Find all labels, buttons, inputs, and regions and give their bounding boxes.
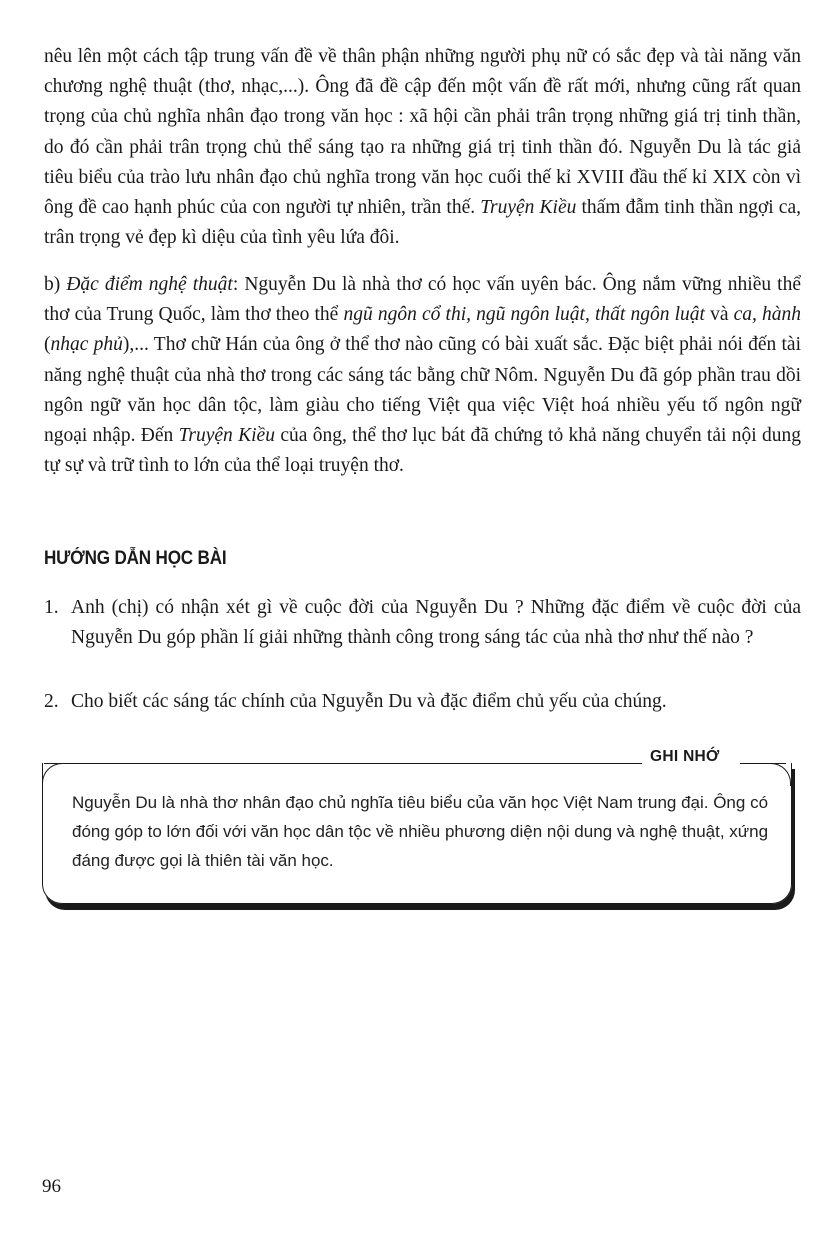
paragraph-2-part2: Thơ chữ Hán của ông ở thể thơ nào cũng có bài xuất sắc. Đặc biệt phải nói đến tài năng nghệ thuật của nhà thơ trong các sáng tác bằng chữ Nôm. Nguyễn Du đã góp phần trau dồi ngôn ngữ văn học dân tộc, làm giàu cho tiếng Việt qua việc Việt hoá nhiều yếu tố ngôn ngữ ngoại nhập. Đến [44, 334, 801, 447]
paragraph-2-form2: ca, hành [733, 304, 802, 326]
paragraph-2-title: Truyện Kiều [178, 425, 275, 447]
page-number: 96 [42, 1176, 61, 1197]
question-2-number: 2. [44, 691, 59, 712]
question-2-text: Cho biết các sáng tác chính của Nguyễn Du và đặc điểm chủ yếu của chúng. [71, 691, 667, 712]
paragraph-2-and: và [710, 304, 729, 326]
question-1 [44, 593, 801, 653]
paragraph-2-part3: của ông, thể thơ lục bát đã chứng tỏ khả năng chuyển tải nội dung tự sự và trữ tình to lớn của thể loại truyện thơ. [44, 425, 802, 477]
body-paragraph-2: b) Đặc điểm nghệ thuật: Nguyễn Du là nhà thơ có học vấn uyên bác. Ông nắm vững nhiều thể thơ của Trung Quốc, làm thơ theo thể ngũ ngôn cổ thi, ngũ ngôn luật, thất ngôn luật và ca, hành (nhạc phủ),... Thơ chữ Hán của ông ở thể thơ nào cũng có bài xuất sắc. Đặc biệt phải nói đến tài năng nghệ thuật của nhà thơ trong các sáng tác bằng chữ Nôm. Nguyễn Du đã góp phần trau dồi ngôn ngữ văn học dân tộc, làm giàu cho tiếng Việt qua việc Việt hoá nhiều yếu tố ngôn ngữ ngoại nhập. Đến Truyện Kiều của ông, thể thơ lục bát đã chứng tỏ khả năng chuyển tải nội dung tự sự và trữ tình to lớn của thể loại truyện thơ. [44, 274, 802, 477]
paragraph-2-form1: ngũ ngôn cổ thi, ngũ ngôn luật, thất ngôn luật [343, 304, 705, 326]
note-rule-left [44, 763, 642, 764]
paragraph-2-label: b) [44, 274, 61, 295]
body-paragraph-1 [44, 42, 801, 253]
title-truyen-kieu: Truyện Kiều [480, 197, 577, 219]
question-2 [44, 687, 801, 717]
paragraph-1-end: thấm đẫm tinh thần ngợi ca, trân trọng vẻ đẹp kì diệu của tình yêu lứa đôi. [44, 197, 801, 249]
section-heading: HƯỚNG DẪN HỌC BÀI [44, 548, 227, 569]
note-title: GHI NHỚ [650, 748, 720, 765]
question-1-text: Anh (chị) có nhận xét gì về cuộc đời của Nguyễn Du ? Những đặc điểm về cuộc đời của Nguyễn Du góp phần lí giải những thành công trong sáng tác của nhà thơ như thế nào ? [71, 597, 801, 649]
paragraph-2-heading: Đặc điểm nghệ thuật [66, 274, 233, 295]
paragraph-1-text: nêu lên một cách tập trung vấn đề về thân phận những người phụ nữ có sắc đẹp và tài năng văn chương nghệ thuật (thơ, nhạc,...). Ông đã đề cập đến một vấn đề rất mới, nhưng cũng rất quan trọng của chủ nghĩa nhân đạo trong văn học : xã hội cần phải trân trọng những giá trị tinh thần, do đó cần phải trân trọng chủ thể sáng tạo ra những giá trị tinh thần đó. Nguyễn Du là tác giả tiêu biểu của trào lưu nhân đạo chủ nghĩa trong văn học cuối thế kỉ XVIII đầu thế kỉ XIX còn vì ông đề cao hạnh phúc của con người tự nhiên, trần thế. [44, 46, 801, 219]
note-rule-right [740, 763, 786, 764]
note-text: Nguyễn Du là nhà thơ nhân đạo chủ nghĩa tiêu biểu của văn học Việt Nam trung đại. Ông có đóng góp to lớn đối với văn học dân tộc về nhiều phương diện nội dung và nghệ thuật, xứng đáng được gọi là thiên tài văn học. [72, 793, 769, 870]
paragraph-2-form3: nhạc phủ [50, 334, 123, 356]
question-1-number: 1. [44, 597, 59, 618]
paragraph-2-part1: : Nguyễn Du là nhà thơ có học vấn uyên bác. Ông nắm vững nhiều thể thơ của Trung Quốc, làm thơ theo thể [44, 274, 802, 326]
